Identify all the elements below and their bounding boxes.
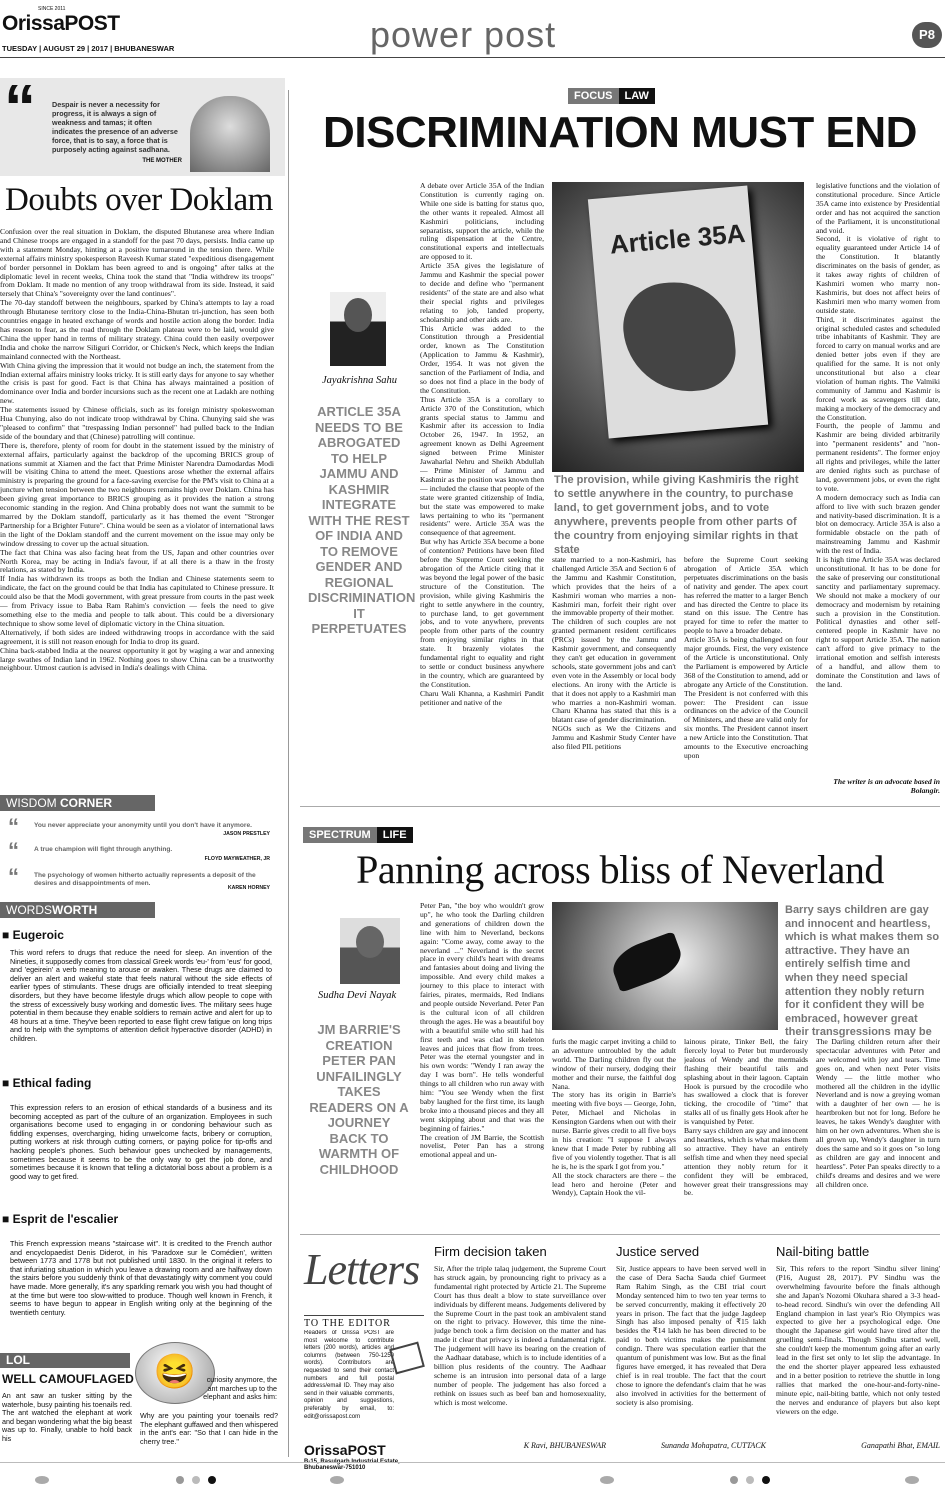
lol-title: WELL CAMOUFLAGED bbox=[2, 1372, 134, 1386]
spectrum-tag bbox=[303, 825, 413, 843]
focus-col-3: before the Supreme Court seeking abrogation of Article 35A which perpetuates discriminations on the basis of nativity and gender. The apex court has referred the matter to a larger Bench and has directed the Centre to place its stand on this issue. The Centre has prayed for time to refer the matter to people to have a broader debate. Article 35A is being challenged on four major grounds. First, the very existence of the Article is unconstitutional. Only the Parliament is empowered by Article 368 of the Constitution to amend, add or abrogate any Article of the Constitution. The President is not conferred with this power: The President can issue ordinances on the advice of the Council of Ministers, and these are valid only for six months. The President cannot insert a new Article into the Constitution. That amounts to the Executive encroaching upon bbox=[684, 556, 808, 760]
author-photo bbox=[330, 292, 386, 366]
book-cover bbox=[588, 185, 768, 438]
quote-mark-icon: “ bbox=[8, 838, 19, 863]
entry-title-text: Esprit de l'escalier bbox=[12, 1212, 119, 1226]
letter-sign: Sunanda Mohapatra, CUTTACK bbox=[661, 1441, 766, 1450]
laughing-emoji-icon: 😆 bbox=[135, 1342, 215, 1404]
wordsworth-heading-b: WORTH bbox=[52, 903, 98, 917]
wisdom-text: A true champion will fight through anything. bbox=[34, 846, 173, 853]
letter-body: Sir, This refers to the report 'Sindhu silver lining' (P16, August 28, 2017). PV Sindhu was the overwhelming favourite before the finals although she and Japan's Nozomi Okuhara shared a 3-3 head-to-head record. Sindhu's win over the defending All England champion in last year's Rio Olympics was expected to give her a psychological edge. One thought the Japanese girl would have tired after the gruelling semi-finals. Though Sindhu started well, she couldn't keep the momentum going after an early lead in the first set only to let slip the advantage. In the end the shorter player appeared less exhausted and in a better position to retrieve the shuttle in long rallies that marked the one-hour-and-forty-nine-minute epic, nail-biting battle, which not only tested the nerves and endurance of players but also kept viewers on the edge. bbox=[776, 1265, 940, 1416]
registration-dot-icon bbox=[762, 1476, 770, 1484]
wisdom-author: KAREN HORNEY bbox=[227, 885, 270, 891]
wisdom-author: FLOYD MAYWEATHER, JR bbox=[204, 856, 270, 862]
focus-pull-quote: ARTICLE 35A NEEDS TO BE ABROGATED TO HELP JAMMU AND KASHMIR INTEGRATE WITH THE REST OF INDIA AND TO REMOVE GENDER AND REGIONAL DISCRIMINATION IT PERPETUATES bbox=[308, 404, 416, 636]
entry-body: This expression refers to an erosion of ethical standards of a business and its becoming accepted as part of the culture of an organization. Employees in such organisations become used to engaging in or condoning behaviour such as fiddling expenses, overcharging, hiding unwelcome facts, bribery or corruption, putting workers at risk through cutting corners, or paying police for tip-offs and hacking people's phones. Such behaviour goes unchecked by managements, sometimes because it seems to be the only way to get the job done, and sometimes because it is known that telling a dictatorial boss about a problem is a good way to get fired. bbox=[10, 1104, 272, 1181]
registration-dot-icon bbox=[600, 1476, 614, 1484]
envelope-icon bbox=[389, 1342, 425, 1375]
article-35a-image bbox=[552, 182, 804, 472]
entry-title-text: Ethical fading bbox=[12, 1076, 92, 1090]
wisdom-text: The psychology of women hitherto actually represents a deposit of the desires and disappointments of men. bbox=[34, 872, 256, 887]
focus-footnote: The writer is an advocate based in Bolangir. bbox=[833, 777, 940, 795]
focus-headline: DISCRIMINATION MUST END bbox=[323, 108, 917, 157]
lol-text-left: An ant saw an tusker sitting by the waterhole, busy painting his toenails red. The ant watched the elephant at work and began wondering what the big beast was up to. Finally, unable to hold back his bbox=[2, 1392, 132, 1443]
focus-author: Jayakrishna Sahu bbox=[322, 375, 397, 386]
masthead-since: SINCE 2011 bbox=[38, 6, 66, 12]
editorial-body: Confusion over the real situation in Doklam, the disputed Bhutanese area where Indian and Chinese troops are engaged in a standoff for the past 70 days, persists. India came up with a statement Monday, hinting at a positive turnaround in the tension there. While external affairs ministry spokesperson Raveesh Kumar stated "expeditious disengagement of border personnel in Doklam has been agreed to and is ongoing" after talks at the diplomatic level in recent weeks, China took the stand that "India withdrew its troops" from Doklam. It made no mention of any troop withdrawal from its side. Instead, it said tersely that China's "sovereignty over the land continues". The 70-day standoff between the neighbours, sparked by China's attempts to lay a road through Bhutanese territory close to the India-China-Bhutan tri-junction, has seen both countries engage in heated exchange of words and hostile action along the border. India has reason to fear, as the road through the Doklam plateau were to be laid, would give China the upper hand in terms of military strategy. China could then easily overpower India and choke the narrow Siliguri Corridor, or Chicken's Neck, which keeps the Indian mainland connected with the Northeast. With China giving the impression that it would not budge an inch, the statement from the Indian external affairs ministry looks tricky. It is still early days for anyone to say whether the crisis is past for good. Fact is that China has always maintained a position of dominance over India and border incursions such as the recent one at Ladakh are nothing new. The statements issued by Chinese officials, such as its foreign ministry spokeswoman Hua Chunying, also do not indicate troop withdrawal by China. Chunying said she was "pleased to confirm" that "trespassing Indian personnel" had pulled back to the Indian side of the boundary and that (Chinese) patrolling will continue. There is, therefore, plenty of room for doubt in the statement issued by the ministry of external affairs, particularly against the backdrop of the upcoming BRICS group of nations summit at Xiamen and the fact that Prime Minister Narendra Damodardas Modi will be visiting China to attend the meet. Questions arose whether the external affairs ministry is preparing the ground for a face-saving exercise for the PM's visit to China at a juncture when tension between the two neighbours remains high over Doklam. China has been giving great importance to BRICS grouping as it provides the nation a strong economic standing in the region. And China probably does not want the summit to be marred by the Doklam standoff, particularly as it has themed the event "Stronger Partnership for a Brighter Future". China would be seen as a violator of international laws in the light of the Doklam standoff and the current movement on the issue may only be window dressing to cover up the actual situation. The fact that China was also facing heat from the US, Japan and other countries over North Korea, may be acting in India's favour, if at all there is a thaw in the frosty relations, as stated by India. If India has withdrawn its troops as both the Indian and Chinese statements seem to indicate, the fact on the ground could be that India has capitulated to Chinese pressure. It could also be that the Modi government, with great pressure from courts in the past week — from Privacy issue to Baba Ram Rahim's conviction — feels the need to give something else to the media and people to talk about. This could be a diversionary technique to show some level of diplomatic victory in the China situation. Alternatively, if both sides are indeed withdrawing troops in accordance with the said agreement, it is still not reason enough for India to drop its guard. China back-stabbed India at the nearest opportunity it got by waging a war and annexing large swathes of Indian land in 1962. Nothing goes to show China can be a trustworthy neighbour. Utmost caution is advised in India's dealings with China. bbox=[0, 228, 274, 673]
entry-title-text: Eugeroic bbox=[12, 928, 64, 942]
spectrum-tag-b: LIFE bbox=[377, 827, 413, 843]
lol-text-right-top: curiosity anymore, the ant marches up to the elephant and asks him: bbox=[203, 1376, 277, 1402]
spectrum-col-1: Peter Pan, "the boy who wouldn't grow up", he who took the Darling children and generations of children down the line with him to Neverland, beckons again: "Come away, come away to the neverland ..." Neverland is the secret place in every child's heart with dreams and fantasies about doing and living the impossible. And every child makes a journey to this place to interact with fairies, pirates, mermaids, Red Indians and people outside Neverland. Peter Pan is the cultural icon of all children through the ages. He was a beautiful boy with a beautiful smile who still had his first teeth and was clad in skeleton leaves and juices that flow from trees. Peter was the eternal youngster and in his own words: "Wendy I ran away the day I was born". He tells wonderful things to all children who run away with him: "You see Wendy when the first baby laughed for the first time, its laugh broke into a thousand pieces and they all went skipping about and that was the beginning of fairies." The creation of JM Barrie, the Scottish novelist, Peter Pan has a strong emotional appeal and un- bbox=[420, 902, 544, 1160]
letters-title: Letters bbox=[304, 1245, 420, 1294]
letter-body: Sir, Justice appears to have been served well in the case of Dera Sacha Sauda chief Gurmeet Ram Rahim Singh, as the CBI trial court Monday sentenced him to two ten year terms to be served concurrently, making it effectively 20 years in prison. The fact that the judge Jagdeep Singh has also imposed penalty of ₹15 lakh besides the ₹14 lakh he has been directed to be paid to both victims makes the punishment condign. There was speculation earlier that the quantum of punishment was low. But as the final figures have emerged, it has revealed that Dera chief is in real trouble. The fact that the court chose to ignore the defendant's claim that he was also involved in activities for the betterment of society is also promising. bbox=[616, 1265, 766, 1407]
entry-title bbox=[2, 1076, 91, 1090]
focus-tag bbox=[568, 86, 655, 104]
wisdom-heading-b: CORNER bbox=[60, 796, 113, 810]
spectrum-col-4: The Darling children return after their spectacular adventures with Peter and are welcomed with joy and tears. Time goes on, and when next Peter visits Wendy — the little mother who mothered all the children in the idyllic Neverland and is now a greying woman with a daughter of her own — he is heartbroken but not for long. Before he leaves, he takes Wendy's daughter with him on her own adventures. When she is all grown up, Wendy's daughter in turn does the same and so it goes on "so long as children are gay and innocent and heartless". Peter Pan speaks directly to a child's dreams and desires and we were all children once. bbox=[816, 1038, 940, 1189]
quote-block bbox=[0, 71, 285, 176]
editorial-headline: Doubts over Doklam bbox=[5, 182, 273, 218]
letters-info: Readers of Orissa POST are most welcome to contribute letters (200 words), articles and columns (between 750-1250 words). Contributors are requested to send their contact numbers and full postal address/email ID. They may also send in their valuable comments, opinion and suggestions, preferably by email, to: edit@orissapost.com bbox=[304, 1330, 394, 1420]
square-bullet-icon: ■ bbox=[2, 928, 13, 942]
focus-col-1: A debate over Article 35A of the Indian Constitution is currently raging on. While one side is batting for status quo, the other wants it repealed. Almost all Kashmiri politicians, including separatists, support the article, while the ruling dispensation at the Centre, constitutional experts and intellectuals are opposed to it. Article 35A gives the legislature of Jammu and Kashmir the special power to decide and define who "permanent residents" of the state are and also what their special rights and privileges relating to job, landed property, scholarship and other aids are. This Article was added to the Constitution through a Presidential order, known as The Constitution (Application to Jammu & Kashmir), Order, 1954. It was not given the sanction of the Parliament of India, and so does not find a place in the body of the Constitution. Thus Article 35A is a corollary to Article 370 of the Constitution, which grants special status to Jammu and Kashmir after its accession to India October 26, 1947. In 1952, an agreement known as Delhi Agreement signed between Prime Minister Jawaharlal Nehru and Sheikh Abdullah — Prime Minister of Jammu and Kashmir as the position was known then — included the clause that people of the state were granted citizenship of India, but the state was empowered to make laws pertaining to who its "permanent residents" were. Article 35A was the consequence of that agreement. But why has Article 35A become a bone of contention? Petitions have been filed before the Supreme Court seeking the abrogation of the Article citing that it was beyond the legal power of the basic structure of the Constitution. The provision, while giving Kashmiris the right to settle anywhere in the country, to purchase land, to get government jobs, and to vote anywhere, prevents people from other parts of the country from enjoying similar rights in that state. It brazenly violates the fundamental right to equality and right to settle or conduct business anywhere in the country, which are guaranteed by the Constitution. Charu Wali Khanna, a Kashmiri Pandit petitioner and native of the bbox=[420, 182, 544, 707]
letter-title: Nail-biting battle bbox=[776, 1244, 870, 1259]
lol-heading: LOL bbox=[0, 1353, 130, 1368]
spectrum-pull-quote: JM BARRIE'S CREATION PETER PAN UNFAILINGLY TAKES READERS ON A JOURNEY BACK TO WARMTH OF CHILDHOOD bbox=[309, 1022, 409, 1177]
registration-marks bbox=[0, 1470, 945, 1490]
wisdom-item bbox=[0, 814, 280, 840]
focus-col-4: legislative functions and the violation of constitutional procedure. Since Article 35A came into existence by Presidential order and has not acquired the sanction of the Parliament, it is unconstitutional and void. Second, it is violative of right to equality guaranteed under Article 14 of the Constitution. It blatantly discriminates on the basis of gender, as it takes away rights of children of Kashmiri women who marry non-Kashmiris, but does not affect heirs of Kashmiri men who marry women from outside state. Third, it discriminates against the original scheduled castes and scheduled tribe inhabitants of Kashmir. They are forced to carry on manual works and are denied better jobs even if they are qualified for the same. It is not only unconstitutional but also a clear violation of human rights. The Valmiki community of Jammu and Kashmir is forced work as scavengers till date, making a mockery of the democracy and the Constitution. Fourth, the people of Jammu and Kashmir are being divided arbitrarily into "permanent residents" and "non-permanent residents". The former enjoy all rights and privileges, while the latter are denied rights such as purchase of land, government jobs, or even the right to vote. A modern democracy such as India can afford to live with such brazen gender and nativity-based discrimination. It is a blot on democracy. Article 35A is also a formidable obstacle on the path of mainstreaming Jammu and Kashmir with the rest of India. It is high time Article 35A was declared unconstitutional. It has to be done for the sake of preserving our constitutional sanctity and parliamentary supremacy. We should not make a mockery of our democracy and modernism by retaining such a provision in the Constitution. Political dynasties and other self-centered people in Kashmir have no right to support Article 35A. The nation can't afford to give primacy to the irrational emotion and selfish interests of a handful, and allow them to dominate the Constitution and laws of the land. bbox=[816, 182, 940, 689]
quote-mark-icon: “ bbox=[8, 814, 19, 839]
masthead-logo: OrissaPOST bbox=[2, 12, 120, 35]
spectrum-headline: Panning across bliss of Neverland bbox=[356, 847, 884, 892]
spectrum-tag-a: SPECTRUM bbox=[303, 827, 377, 843]
section-title: power post bbox=[370, 14, 557, 55]
entry-title bbox=[2, 928, 64, 942]
quote-mark-icon: “ bbox=[4, 71, 36, 143]
registration-dot-icon bbox=[730, 1476, 738, 1484]
spectrum-col-2: furls the magic carpet inviting a child to an adventure untroubled by the adult world. The Darling children fly out the window of their nursery, dodging their mother and their nurse, the faithful dog Nana. The story has its origin in Barrie's meeting with five boys — George, John, Peter, Michael and Nicholas in Kensington Gardens when out with their nurse. Barrie gives credit to all five boys in his creation: "I suppose I always knew that I made Peter by rubbing all five of you violently together. That is all he is, he is the spark I got from you." All the stock characters are there – the lead hero and heroine (Peter and Wendy), Captain Hook the vil- bbox=[552, 1038, 676, 1198]
letters-address: Bhubaneswar-751010 bbox=[304, 1465, 366, 1471]
flying-peter-pan-silhouette bbox=[607, 931, 686, 993]
entry-body: This French expression means "staircase wit". It is credited to the French author and encyclopaedist Denis Diderot, in his 'Paradoxe sur le Comédien', written between 1773 and 1778 but not published until 1830. In the original it refers to that infuriating situation in which you leave a drawing room and are halfway down the stairs before you suddenly think of that devastatingly witty comment you could have made. More generally, it's any sparkling remark you wish you had thought of at the time but were too slow-witted to produce. Though well known in French, it seems to have begun to appear in English writing only at the beginning of the twentieth century. bbox=[10, 1240, 272, 1317]
registration-dot-icon bbox=[35, 1476, 49, 1484]
lol-text-right-bottom: Why are you painting your toenails red? The elephant guffawed and then whispered in the ant's ear: "So that I can hide in the cherry tree." bbox=[140, 1412, 278, 1446]
wordsworth-heading bbox=[0, 902, 155, 918]
focus-caption: The provision, while giving Kashmiris the right to settle anywhere in the country, to purchase land, to get government jobs, and to vote anywhere, prevents people from other parts of the country from enjoying similar rights in that state bbox=[554, 474, 799, 556]
letter-sign: Ganapathi Bhat, EMAIL bbox=[861, 1441, 940, 1450]
dateline: TUESDAY | AUGUST 29 | 2017 | BHUBANESWAR bbox=[2, 44, 175, 53]
letter-title: Firm decision taken bbox=[434, 1244, 547, 1259]
registration-dot-icon bbox=[330, 1476, 344, 1484]
spectrum-caption: Barry says children are gay and innocent and heartless, which is what makes them so attractive. They have an entirely selfish time and when they need special attention they nobly return for it confident they will be embraced, however great their transgressions may be bbox=[785, 904, 940, 1039]
registration-dot-icon bbox=[192, 1476, 200, 1484]
wisdom-item bbox=[0, 838, 280, 866]
wisdom-list bbox=[0, 814, 280, 892]
page-number: P8 bbox=[912, 22, 942, 48]
focus-tag-a: FOCUS bbox=[568, 88, 619, 104]
wisdom-text: You never appreciate your anonymity until you don't have it anymore. bbox=[34, 822, 252, 829]
wisdom-item bbox=[0, 864, 280, 892]
registration-dot-icon bbox=[905, 1476, 919, 1484]
square-bullet-icon: ■ bbox=[2, 1076, 13, 1090]
registration-dot-icon bbox=[176, 1476, 184, 1484]
author-photo bbox=[340, 918, 400, 984]
quote-author-photo bbox=[190, 96, 270, 172]
quote-text: Despair is never a necessity for progress, it is always a sign of weakness and tamas; it often indicates the presence of an adverse force, that is to say, a force that is purposely acting against sadhana. bbox=[52, 100, 178, 154]
entry-title bbox=[2, 1212, 118, 1226]
wisdom-heading-a: WISDOM bbox=[6, 796, 57, 810]
letter-title: Justice served bbox=[616, 1244, 700, 1259]
spectrum-col-3: lainous pirate, Tinker Bell, the fairy fiercely loyal to Peter but murderously jealous of Wendy and the mermaids flashing their beautiful tails and splashing about in their lagoon. Captain Hook is pursued by the crocodile who has swallowed a clock that is forever ticking, the crocodile of "time" that stalks all of us finally gets Hook after he is vanquished by Peter. Barry says children are gay and innocent and heartless, which is what makes them so attractive. They have an entirely selfish time and when they need special attention they nobly return for it confident they will be embraced, however great their transgressions may be. bbox=[684, 1038, 808, 1198]
square-bullet-icon: ■ bbox=[2, 1212, 13, 1226]
letter-body: Sir, After the triple talaq judgement, the Supreme Court has struck again, by pronouncing right to privacy as a fundamental right protected by Article 21. The Supreme Court has thus dealt a blow to state surveillance over individuals by different means. Judgements delivered by the Supreme Court in the past took an ambivalent stand on the right to privacy. However, this time the nine-judge bench took a firm decision on the matter and has made it clear that privacy is indeed a fundamental right. The judgement will have its bearing on the creation of the Aadhaar database, which is to include identities of a billion plus residents of the country. The Aadhaar scheme is an intrusion into personal data of a large number of people. The judgement has also forced a rethink on issues such as beef ban and homosexuality, which is most welcome. bbox=[434, 1265, 606, 1407]
entry-body: This word refers to drugs that reduce the need for sleep. An invention of the Nineties, it supposedly comes from classical Greek words 'eu-' from 'eus' for good, and 'egeirein' a verb meaning to arouse or awaken. These drugs are claimed to deliver an alert and wakeful state that feels natural without the side effects of earlier types of stimulants. These drugs are officially intended to treat sleeping disorders, but they have become lifestyle drugs which allow people to cope with the stress of excessively busy working and domestic lives. The military sees huge potential in them because they enable soldiers to remain active and alert for up to 48 hours at a time. They've been reported to ease flight crew fatigue on long trips and to help with the symptoms of attention deficit hyperactive disorder (ADHD) in children. bbox=[10, 949, 272, 1043]
kashmir-map-shape bbox=[620, 277, 739, 396]
quote-mark-icon: “ bbox=[8, 864, 19, 889]
spectrum-author: Sudha Devi Nayak bbox=[318, 990, 397, 1001]
registration-dot-icon bbox=[208, 1476, 216, 1484]
focus-tag-b: LAW bbox=[619, 88, 655, 104]
letters-address-logo: OrissaPOST bbox=[304, 1442, 386, 1458]
wisdom-author: JASON PRESTLEY bbox=[223, 831, 270, 837]
focus-col-2: state married to a non-Kashmiri, has challenged Article 35A and Section 6 of the Jammu and Kashmir Constitution, which provides that the heirs of a Kashmiri woman who marries a non-Kashmiri man, forfeit their right over the immovable property of their mother. The children of such couples are not granted permanent resident certificates (PRCs) issued by the Jammu and Kashmir government, and consequently they can't get education in government schools, state government jobs and can't even vote in the Assembly or local body elections. An irony with the Article is that it does not apply to a Kashmiri man who marries a non-Kashmiri woman. Charu Khanna has stated that this is a blatant case of gender discrimination. NGOs such as We the Citizens and Jammu and Kashmir Study Center have also filed PIL petitions bbox=[552, 556, 676, 752]
letters-subtitle: TO THE EDITOR bbox=[304, 1315, 424, 1329]
letter-sign: K Ravi, BHUBANESWAR bbox=[523, 1441, 606, 1450]
wisdom-heading bbox=[0, 795, 155, 811]
book-cover-label: Article 35A bbox=[608, 217, 747, 260]
quote-author: THE MOTHER bbox=[142, 158, 182, 164]
registration-dot-icon bbox=[746, 1476, 754, 1484]
neverland-image bbox=[552, 902, 778, 1030]
wordsworth-heading-a: WORDS bbox=[6, 903, 52, 917]
